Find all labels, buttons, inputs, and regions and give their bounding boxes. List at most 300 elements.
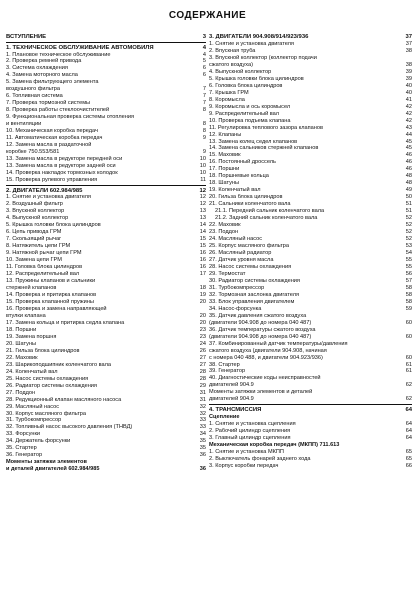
toc-entry-title: 8. Проверка работы стеклоочистителей <box>6 107 110 114</box>
toc-entry-title: коробке 750.553/581 <box>6 149 60 156</box>
toc-entry-title: 14. Проверка и притирка клапанов <box>6 292 97 299</box>
toc-entry-page: 64 <box>405 420 412 427</box>
toc-entry <box>6 445 206 452</box>
toc-entry-page: 27 <box>199 361 206 368</box>
toc-entry-title: 5. Замена фильтрующего элемента <box>6 79 99 86</box>
toc-entry-page: 66 <box>405 462 412 469</box>
toc-entry-page: 58 <box>405 298 412 305</box>
section-divider <box>6 185 206 186</box>
toc-entry-title: и деталей двигателей 602.984/985 <box>6 466 100 473</box>
toc-entry-page: 36 <box>199 452 206 459</box>
toc-entry <box>6 362 206 369</box>
toc-entry-page: 39 <box>405 75 412 82</box>
toc-entry-page: 29 <box>199 382 206 389</box>
toc-entry-title: Механическая коробка передач (МКПП) 711.613 <box>209 441 340 448</box>
toc-entry-page: 61 <box>405 368 412 375</box>
toc-entry <box>6 93 206 100</box>
toc-entry-page: 16 <box>199 250 206 257</box>
toc-entry-page: 23 <box>199 333 206 340</box>
toc-entry-title: 13. Замена масла в редукторе передней оси <box>6 156 123 163</box>
section-divider <box>209 404 412 405</box>
toc-entry-page: 6 <box>202 72 206 79</box>
toc-entry-title: 10. Замена цепи ГРМ <box>6 257 62 264</box>
toc-entry <box>209 173 412 180</box>
toc-entry <box>6 327 206 334</box>
toc-entry-title: 21.1. Передний сальник коленчатого вала <box>215 208 325 215</box>
toc-entry <box>6 369 206 376</box>
toc-entry-page: 31 <box>199 396 206 403</box>
toc-entry <box>209 341 412 348</box>
toc-entry-title: воздушного фильтра <box>6 86 60 93</box>
toc-entry-page: 27 <box>199 354 206 361</box>
toc-entry-page: 8 <box>202 128 206 135</box>
toc-entry-title: двигателей 904.9 <box>209 396 254 403</box>
toc-entry-page: 51 <box>405 201 412 208</box>
toc-entry <box>6 313 206 320</box>
toc-entry-page: 14 <box>199 222 206 229</box>
toc-entry-page: 40 <box>405 89 412 96</box>
toc-entry-page: 44 <box>405 131 412 138</box>
toc-entry-title: 19. Коленчатый вал <box>209 187 261 194</box>
toc-entry-title: 13. Замена масла в редукторе задней оси <box>6 163 116 170</box>
toc-entry-title: 27. Поддон <box>6 389 36 396</box>
toc-entry-page: 35 <box>199 445 206 452</box>
toc-entry-title: 5. Крышка головки блока цилиндров <box>6 222 101 229</box>
toc-entry-page: 42 <box>405 117 412 124</box>
toc-entry-title: 6. Головка блока цилиндров <box>209 82 283 89</box>
toc-entry-title: 9. Коромысла и ось коромысел <box>209 103 291 110</box>
toc-entry-title: 3. Система охлаждения <box>6 65 68 72</box>
toc-entry-title: 12. Клапаны <box>209 131 242 138</box>
toc-entry-page: 52 <box>405 222 412 229</box>
toc-entry-title: 34. Держатель форсунки <box>6 438 71 445</box>
toc-entry-page: 64 <box>405 406 412 413</box>
toc-entry-page: 24 <box>199 340 206 347</box>
toc-entry <box>6 355 206 362</box>
toc-entry-title: 1. Снятие и установка двигателя <box>209 40 294 47</box>
toc-entry-title: 28. Насос системы охлаждения <box>209 263 292 270</box>
toc-entry-title: 23. Шарикоподшипник коленчатого вала <box>6 361 112 368</box>
toc-entry <box>6 114 206 121</box>
toc-entry-title: 11. Автоматическая коробка передач <box>6 135 103 142</box>
toc-entry <box>6 135 206 142</box>
toc-entry <box>6 243 206 250</box>
toc-entry-page: 58 <box>405 291 412 298</box>
toc-entry-title: 32. Тормозная заслонка двигателя <box>209 291 299 298</box>
toc-entry-title: 4. ТРАНСМИССИЯ <box>209 406 262 413</box>
toc-entry <box>6 418 206 425</box>
toc-entry-page: 36 <box>199 466 206 473</box>
toc-entry <box>6 79 206 86</box>
toc-entry-title: 2. Воздушный фильтр <box>6 201 63 208</box>
toc-entry-title: 15. Проверка клапанной пружины <box>6 299 94 306</box>
toc-entry <box>6 142 206 149</box>
toc-entry <box>209 271 412 278</box>
toc-entry <box>6 163 206 170</box>
toc-entry-title: 7. Крышка ГРМ <box>209 89 249 96</box>
toc-entry-title: Сцепление <box>209 413 240 420</box>
toc-entry-title: 26. Масляный радиатор <box>209 250 272 257</box>
toc-entry <box>6 107 206 114</box>
toc-entry <box>6 215 206 222</box>
toc-entry-page: 14 <box>199 229 206 236</box>
toc-entry <box>6 431 206 438</box>
toc-entry-title: 25. Насос системы охлаждения <box>6 375 89 382</box>
toc-entry <box>6 59 206 66</box>
toc-entry <box>209 285 412 292</box>
toc-entry-page: 52 <box>405 236 412 243</box>
toc-entry-page: 45 <box>405 145 412 152</box>
toc-entry-page: 16 <box>199 264 206 271</box>
toc-entry-title: 2. Впускная труба <box>209 47 256 54</box>
toc-entry-page: 32 <box>199 410 206 417</box>
toc-entry-page: 15 <box>199 243 206 250</box>
toc-entry-page: 62 <box>405 382 412 389</box>
toc-entry-title: 7. Проверка тормозной системы <box>6 100 91 107</box>
toc-entry <box>209 201 412 208</box>
toc-entry-page: 60 <box>405 319 412 326</box>
toc-entry <box>6 229 206 236</box>
toc-entry-page: 12 <box>199 187 206 194</box>
toc-entry <box>6 100 206 107</box>
toc-entry-title: 7. Скользящий рычаг <box>6 236 62 243</box>
toc-entry-title: 14. Замена сальников стержней клапанов <box>209 145 319 152</box>
toc-entry <box>209 69 412 76</box>
toc-section-heading <box>209 34 412 41</box>
toc-entry-title: 9. Натяжной рычаг цепи ГРМ <box>6 250 82 257</box>
toc-entry <box>209 83 412 90</box>
toc-entry-page: 55 <box>405 256 412 263</box>
toc-entry-title: 20. Шатуны <box>6 340 36 347</box>
toc-entry-title: 14. Проверка накладок тормозных колодок <box>6 169 118 176</box>
toc-entry-title: 40. Диагностические коды неисправностей <box>209 375 321 382</box>
toc-entry <box>209 264 412 271</box>
toc-entry-page: 15 <box>199 236 206 243</box>
toc-entry-page: 7 <box>202 93 206 100</box>
toc-entry-title: 3. Впускной коллектор (коллектор подачи <box>209 54 317 61</box>
toc-entry <box>6 264 206 271</box>
toc-entry-page: 46 <box>405 152 412 159</box>
toc-entry <box>6 121 206 128</box>
toc-entry-title: 31. Турбокомпрессор <box>6 417 62 424</box>
toc-entry-page: 48 <box>405 173 412 180</box>
toc-entry-page: 52 <box>405 215 412 222</box>
toc-entry <box>6 222 206 229</box>
toc-entry-page: 16 <box>199 257 206 264</box>
toc-entry <box>6 52 206 59</box>
toc-entry-page: 42 <box>405 103 412 110</box>
toc-entry <box>209 208 412 215</box>
toc-entry-page: 39 <box>405 68 412 75</box>
toc-entry-title: ВСТУПЛЕНИЕ <box>6 33 47 40</box>
toc-entry-page: 7 <box>202 86 206 93</box>
toc-entry-title: 9. Распределительный вал <box>209 110 280 117</box>
toc-entry <box>6 177 206 184</box>
toc-entry-title: 3. Корпус коробки передач <box>209 462 279 469</box>
toc-entry-page: 45 <box>405 138 412 145</box>
toc-entry-title: 22. Маховик <box>6 354 38 361</box>
toc-entry <box>6 285 206 292</box>
toc-entry-title: 35. Стартер <box>6 445 37 452</box>
toc-entry-title: 16. Проверка и замена направляющей <box>6 305 107 312</box>
toc-entry-title: двигателей 904.9 <box>209 382 254 389</box>
toc-entry-title: стержней клапанов <box>6 285 57 292</box>
toc-entry-page: 51 <box>405 208 412 215</box>
toc-entry-title: 3. Главный цилиндр сцепления <box>209 434 291 441</box>
toc-entry-title: 36. Датчик температуры сжатого воздуха <box>209 326 316 333</box>
toc-entry <box>209 299 412 306</box>
toc-entry-page: 11 <box>200 176 206 183</box>
toc-entry <box>209 306 412 313</box>
toc-entry-title: 30. Корпус масляного фильтра <box>6 410 87 417</box>
toc-entry-page: 64 <box>405 427 412 434</box>
toc-entry <box>209 428 412 435</box>
toc-entry-title: 4. Выпускной коллектор <box>6 215 69 222</box>
toc-entry <box>209 442 412 449</box>
toc-entry-page: 10 <box>199 156 206 163</box>
toc-entry <box>209 111 412 118</box>
toc-entry-page: 9 <box>202 135 206 142</box>
toc-entry <box>6 341 206 348</box>
toc-entry <box>6 195 206 202</box>
toc-entry-page: 38 <box>405 61 412 68</box>
toc-entry <box>6 424 206 431</box>
toc-entry-page: 64 <box>405 434 412 441</box>
toc-entry-page: 18 <box>199 285 206 292</box>
toc-entry-page: 65 <box>405 448 412 455</box>
toc-entry-title: 4. Выпускной коллектор <box>209 68 272 75</box>
toc-entry-page: 49 <box>405 187 412 194</box>
toc-entry <box>209 125 412 132</box>
toc-entry-page: 33 <box>199 424 206 431</box>
toc-entry-title: втулки клапана <box>6 312 46 319</box>
toc-entry <box>209 222 412 229</box>
toc-entry-title: 38. Стартер <box>209 361 240 368</box>
toc-entry-title: 12. Замена масла в раздаточной <box>6 142 92 149</box>
toc-entry-title: 29. Масляный насос <box>6 403 60 410</box>
toc-section-heading <box>6 45 206 52</box>
toc-entry-title: 29. Термостат <box>209 270 246 277</box>
toc-entry-page: 46 <box>405 166 412 173</box>
toc-entry <box>209 327 412 334</box>
toc-entry-page: 37 <box>405 33 412 40</box>
toc-entry <box>209 334 412 341</box>
toc-entry <box>6 390 206 397</box>
toc-entry <box>6 466 206 473</box>
toc-entry-page: 20 <box>199 319 206 326</box>
toc-entry <box>6 306 206 313</box>
toc-entry-title: 1. ТЕХНИЧЕСКОЕ ОБСЛУЖИВАНИЕ АВТОМОБИЛЯ <box>6 44 154 51</box>
toc-entry-title: с номера 040 488, и двигатели 904.923/936) <box>209 354 323 361</box>
toc-entry <box>209 313 412 320</box>
toc-entry <box>6 156 206 163</box>
toc-entry-title: 34. Насос-форсунка <box>209 305 262 312</box>
toc-entry <box>6 348 206 355</box>
toc-entry <box>6 383 206 390</box>
toc-entry-title: 13. Пружины клапанов и сальники <box>6 278 96 285</box>
toc-section-heading <box>6 188 206 195</box>
toc-entry-title: 26. Радиатор системы охлаждения <box>6 382 97 389</box>
toc-entry <box>6 128 206 135</box>
toc-entry-page: 10 <box>199 169 206 176</box>
toc-entry-title: 18. Поршневые кольца <box>209 173 269 180</box>
toc-entry-page: 55 <box>405 263 412 270</box>
toc-entry-title: 6. Топливная система <box>6 93 63 100</box>
toc-entry-page: 23 <box>199 326 206 333</box>
toc-entry <box>6 411 206 418</box>
toc-entry <box>6 320 206 327</box>
toc-entry-title: (двигатели 904.908 до номера 040 487) <box>209 333 312 340</box>
toc-entry-title: 1. Плановое техническое обслуживание <box>6 51 111 58</box>
toc-entry-title: сжатого воздуха) <box>209 61 253 68</box>
toc-entry-title: 1. Снятие и установка сцепления <box>209 420 296 427</box>
toc-entry-title: 15. Маховик <box>209 152 241 159</box>
toc-entry-page: 26 <box>199 347 206 354</box>
toc-entry <box>209 449 412 456</box>
toc-entry <box>209 396 412 403</box>
toc-entry <box>209 90 412 97</box>
toc-entry-page: 12 <box>199 194 206 201</box>
toc-entry <box>209 139 412 146</box>
toc-entry-title: 8. Коромысла <box>209 96 245 103</box>
toc-entry-title: (двигатели 904.908 до номера 040 487) <box>209 319 312 326</box>
toc-entry-page: 60 <box>405 354 412 361</box>
toc-entry-page: 48 <box>405 180 412 187</box>
toc-entry <box>209 389 412 396</box>
toc-entry <box>6 250 206 257</box>
toc-entry <box>209 180 412 187</box>
toc-entry <box>209 456 412 463</box>
toc-entry <box>209 118 412 125</box>
toc-entry-page: 4 <box>202 44 206 51</box>
toc-entry-page: 3 <box>202 33 206 40</box>
toc-entry <box>209 348 412 355</box>
toc-entry <box>6 459 206 466</box>
toc-entry-title: 33. Блок управления двигателем <box>209 298 295 305</box>
toc-entry-page: 10 <box>199 163 206 170</box>
toc-entry <box>209 48 412 55</box>
toc-entry-page: 41 <box>405 96 412 103</box>
toc-entry-title: 9. Функциональная проверка системы отопления <box>6 114 135 121</box>
toc-entry-page: 37 <box>405 40 412 47</box>
toc-entry-page: 43 <box>405 124 412 131</box>
toc-entry <box>209 55 412 62</box>
toc-entry-page: 8 <box>202 121 206 128</box>
toc-entry <box>209 278 412 285</box>
toc-entry-title: 21. Сальники коленчатого вала <box>209 201 291 208</box>
toc-entry <box>209 97 412 104</box>
toc-entry-title: 22. Маховик <box>209 222 241 229</box>
toc-entry-title: 1. Снятие и установка двигателя <box>6 194 91 201</box>
toc-entry-title: 21. Гильза блока цилиндров <box>6 347 80 354</box>
toc-entry-page: 9 <box>202 149 206 156</box>
toc-entry-title: 13. Замена колец седел клапанов <box>209 138 298 145</box>
toc-entry-page: 40 <box>405 82 412 89</box>
toc-entry-page: 52 <box>405 229 412 236</box>
toc-entry-title: 21.2. Задний сальник коленчатого вала <box>215 215 318 222</box>
toc-entry <box>209 375 412 382</box>
toc-right-column <box>209 34 412 470</box>
toc-entry-title: 19. Замена поршня <box>6 333 57 340</box>
toc-entry-page: 28 <box>199 375 206 382</box>
toc-entry-title: 3. ДВИГАТЕЛИ 904.908/914/923/936 <box>209 33 309 40</box>
toc-entry-page: 20 <box>199 312 206 319</box>
toc-entry-page: 46 <box>405 159 412 166</box>
toc-entry-title: 5. Крышка головки блока цилиндров <box>209 75 304 82</box>
toc-entry <box>6 278 206 285</box>
toc-entry-page: 32 <box>199 403 206 410</box>
toc-entry <box>209 292 412 299</box>
toc-entry-title: 31. Турбокомпрессор <box>209 284 265 291</box>
toc-entry-page: 12 <box>199 201 206 208</box>
toc-entry-page: 57 <box>405 277 412 284</box>
toc-entry-page: 8 <box>202 107 206 114</box>
toc-entry-page: 33 <box>199 417 206 424</box>
toc-entry-title: 2. Выключатель фонарей заднего хода <box>209 455 311 462</box>
toc-section-heading <box>209 407 412 414</box>
toc-entry-title: Моменты затяжки элементов и деталей <box>209 389 313 396</box>
toc-entry-page: 58 <box>405 284 412 291</box>
toc-entry-page: 50 <box>405 194 412 201</box>
toc-entry-title: 2. ДВИГАТЕЛИ 602.984/985 <box>6 187 83 194</box>
toc-entry-title: 17. Поршни <box>209 166 240 173</box>
toc-entry-title: 10. Проверка подъема клапана <box>209 117 291 124</box>
toc-entry-page: 34 <box>199 431 206 438</box>
toc-entry-page: 6 <box>202 65 206 72</box>
toc-entry-title: 39. Генератор <box>209 368 246 375</box>
toc-entry-title: 6. Цепь привода ГРМ <box>6 229 62 236</box>
toc-entry-title: 35. Датчик давления сжатого воздуха <box>209 312 307 319</box>
toc-entry-title: сжатого воздуха (двигатели 904.908, начиная <box>209 347 327 354</box>
toc-entry <box>209 243 412 250</box>
toc-entry <box>6 292 206 299</box>
toc-entry-page: 38 <box>405 47 412 54</box>
toc-entry <box>209 104 412 111</box>
toc-entry-page: 13 <box>199 208 206 215</box>
toc-entry-page: 42 <box>405 110 412 117</box>
toc-entry-page: 13 <box>199 215 206 222</box>
toc-entry-title: и вентиляции <box>6 121 42 128</box>
toc-entry-page: 59 <box>405 305 412 312</box>
page-title: СОДЕРЖАНИЕ <box>168 10 247 21</box>
toc-entry-title: 2. Проверка ремней привода <box>6 58 82 65</box>
toc-entry-title: 12. Распределительный вал <box>6 271 80 278</box>
toc-entry-title: 24. Масляный насос <box>209 236 263 243</box>
toc-entry-title: 36. Генератор <box>6 452 43 459</box>
toc-entry <box>209 320 412 327</box>
toc-entry-title: 11. Головка блока цилиндров <box>6 264 83 271</box>
toc-entry <box>6 86 206 93</box>
toc-entry-title: 37. Комбинированный датчик температуры/давления <box>209 340 348 347</box>
toc-entry-title: 8. Натяжитель цепи ГРМ <box>6 243 71 250</box>
toc-entry-title: 11. Регулировка теплового зазора клапанов <box>209 124 323 131</box>
toc-entry <box>209 236 412 243</box>
toc-entry-page: 65 <box>405 455 412 462</box>
toc-entry-page: 60 <box>405 333 412 340</box>
toc-entry <box>209 62 412 69</box>
toc-entry <box>209 250 412 257</box>
toc-entry <box>209 463 412 470</box>
toc-entry <box>6 257 206 264</box>
toc-entry-title: 4. Замена моторного масла <box>6 72 78 79</box>
toc-entry <box>6 170 206 177</box>
toc-entry-title: 18. Шатуны <box>209 180 239 187</box>
toc-entry <box>209 355 412 362</box>
toc-entry-title: 16. Постоянный дроссель <box>209 159 276 166</box>
toc-entry-title: 10. Механическая коробка передач <box>6 128 98 135</box>
toc-entry <box>6 404 206 411</box>
toc-entry <box>209 132 412 139</box>
